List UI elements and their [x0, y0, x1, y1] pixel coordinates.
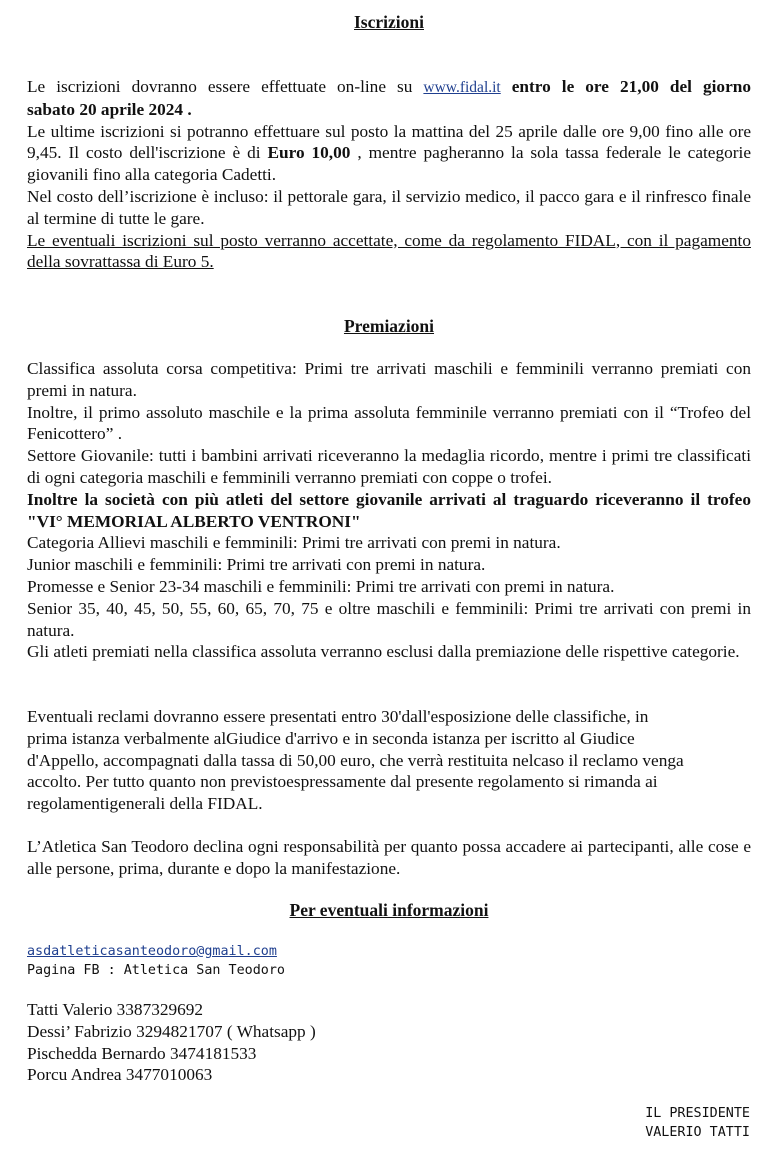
- reclami-line: d'Appello, accompagnati dalla tassa di 50,00 euro, che verrà restituita nelcaso il reclamo venga: [27, 750, 684, 770]
- contact-item: Tatti Valerio 3387329692: [27, 1000, 204, 1019]
- reclami-line: accolto. Per tutto quanto non previstoespressamente dal presente regolamento si rimanda ai: [27, 772, 658, 792]
- facebook-page: Pagina FB : Atletica San Teodoro: [27, 963, 285, 978]
- deadline-date: sabato 20 aprile 2024 .: [27, 99, 192, 119]
- signature-name: VALERIO TATTI: [645, 1125, 750, 1140]
- email-link[interactable]: asdatleticasanteodoro@gmail.com: [27, 944, 277, 959]
- premiazioni-giovanile: Settore Giovanile: tutti i bambini arrivati riceveranno la medaglia ricordo, mentre i primi tre classificati di ogni categoria maschili e femminili verranno premiati con coppe o trofei.: [27, 446, 751, 487]
- contact-online: [27, 942, 751, 980]
- signature-block: [645, 1104, 750, 1142]
- fidal-link[interactable]: www.fidal.it: [423, 79, 501, 96]
- contact-list: [27, 999, 751, 1086]
- disclaimer-text: L’Atletica San Teodoro declina ogni responsabilità per quanto possa accadere ai partecipanti, alle cose e alle persone, prima, durante e dopo la manifestazione.: [27, 837, 751, 878]
- reclami-line: Eventuali reclami dovranno essere presentati entro 30'dall'esposizione delle classifiche, in: [27, 707, 649, 726]
- contact-item: Pischedda Bernardo 3474181533: [27, 1043, 257, 1063]
- reclami-line: regolamentigenerali della FIDAL.: [27, 794, 263, 814]
- section-title-iscrizioni: Iscrizioni: [354, 12, 424, 32]
- premiazioni-senior: Senior 35, 40, 45, 50, 55, 60, 65, 70, 75 e oltre maschili e femminili: Primi tre arrivati con premi in natura.: [27, 598, 751, 640]
- online-text: Le iscrizioni dovranno essere effettuate on-line su: [27, 77, 424, 96]
- section-title-premiazioni: Premiazioni: [343, 316, 435, 336]
- reclami-line: prima istanza verbalmente alGiudice d'arrivo e in seconda istanza per iscritto al Giudice: [27, 728, 635, 748]
- reclami-paragraph: [27, 706, 751, 815]
- premiazioni-body: [27, 358, 751, 663]
- contact-item: Porcu Andrea 3477010063: [27, 1065, 213, 1085]
- contact-item: Dessi’ Fabrizio 3294821707 ( Whatsapp ): [27, 1021, 316, 1041]
- premiazioni-junior: Junior maschili e femminili: Primi tre arrivati con premi in natura.: [27, 555, 486, 575]
- premiazioni-trofeo: Inoltre, il primo assoluto maschile e la prima assoluta femminile verranno premiati con il “Trofeo del Fenicottero” .: [27, 402, 751, 444]
- late-registration-note: Le eventuali iscrizioni sul posto verranno accettate, come da regolamento FIDAL, con il pagamento della sovrattassa di Euro 5.: [27, 230, 751, 272]
- signature-role: IL PRESIDENTE: [645, 1106, 750, 1121]
- premiazioni-promesse: Promesse e Senior 23-34 maschili e femminili: Primi tre arrivati con premi in natura.: [27, 576, 615, 596]
- disclaimer-paragraph: [27, 836, 751, 880]
- section-title-informazioni: Per eventuali informazioni: [289, 900, 489, 920]
- premiazioni-esclusione: Gli atleti premiati nella classifica assoluta verranno esclusi dalla premiazione delle rispettive categorie.: [27, 642, 740, 662]
- included-text: Nel costo dell’iscrizione è incluso: il pettorale gara, il servizio medico, il pacco gara e il rinfresco finale al termine di tutte le gare.: [27, 186, 751, 228]
- iscrizioni-paragraph-online: [27, 76, 751, 273]
- premiazioni-allievi: Categoria Allievi maschili e femminili: Primi tre arrivati con premi in natura.: [27, 533, 561, 553]
- fee-note: , mentre pagheranno la sola tassa federale le categorie giovanili fino alla categoria Cadetti.: [27, 143, 751, 185]
- premiazioni-memorial: Inoltre la società con più atleti del settore giovanile arrivati al traguardo riceveranno il trofeo "VI° MEMORIAL ALBERTO VENTRONI": [27, 489, 751, 531]
- onsite-text: Le ultime iscrizioni si potranno effettuare sul posto la mattina del 25 aprile dalle ore 9,00 fino alle ore 9,45. Il costo dell'iscrizione è di: [27, 121, 751, 163]
- fee-amount: Euro 10,00: [267, 143, 351, 163]
- premiazioni-assoluta: Classifica assoluta corsa competitiva: Primi tre arrivati maschili e femminili verranno premiati con premi in natura.: [27, 359, 751, 400]
- deadline-text: entro le ore 21,00 del giorno: [500, 77, 751, 96]
